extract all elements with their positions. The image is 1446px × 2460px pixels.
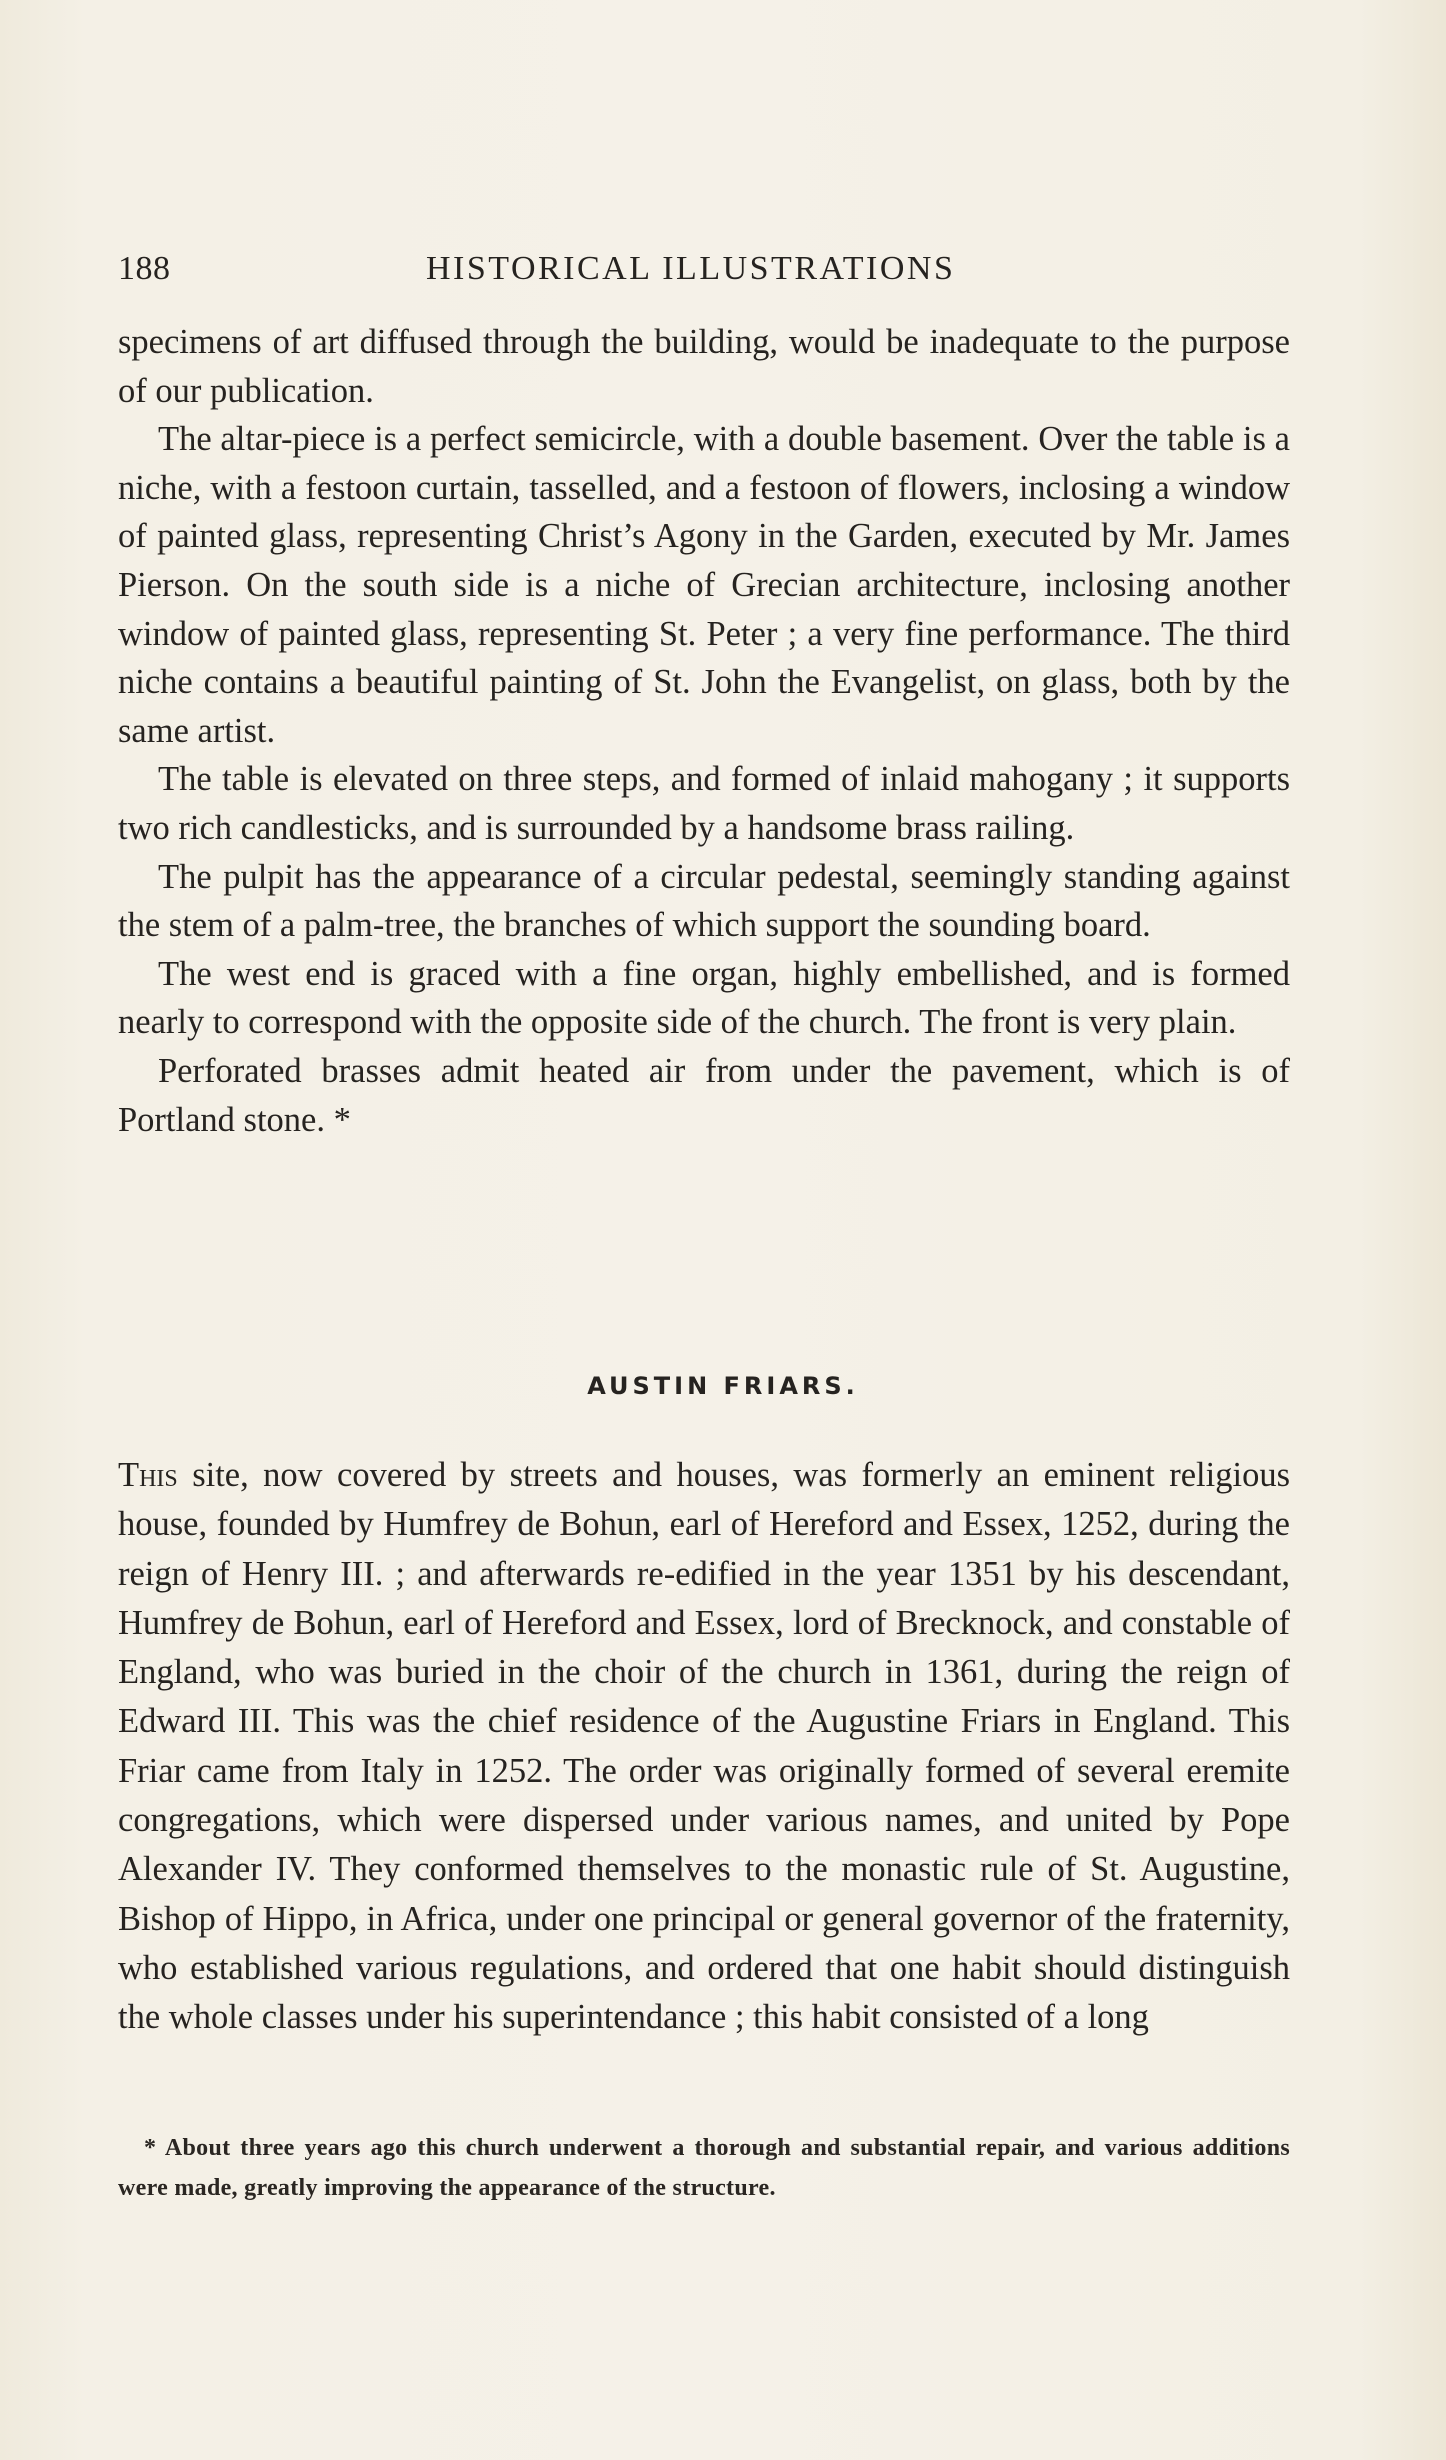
section-text: site, now covered by streets and houses, was formerly an eminent religious house, founded by Humfrey de Bohun, earl of Hereford and Essex, 1252, during the reign of Henry III. ; and afterwards re-edified in the year 1351 by his descendant, Humfrey de Bohun, earl of Hereford and Essex, lord of Brecknock, and constable of England, who was buried in the choir of the church in 1361, during the reign of Edward III. This was the chief residence of the Augustine Friars in England. This Friar came from Italy in 1252. The order was originally formed of several eremite congregations, which were dispersed under various names, and united by Pope Alexander IV. They conformed themselves to the monastic rule of St. Augustine, Bishop of Hippo, in Africa, under one principal or general governor of the fraternity, who established various regulations, and ordered that one habit should distinguish the whole classes under his superintendance ; this habit consisted of a long [118, 1456, 1290, 2037]
opening-word: This [118, 1456, 178, 1494]
footnote [118, 2128, 1290, 2208]
running-head: HISTORICAL ILLUSTRATIONS [426, 250, 956, 287]
section-title: AUSTIN FRIARS. [587, 1372, 859, 1400]
section-paragraph [118, 1451, 1290, 2043]
page-header [118, 250, 1290, 294]
paragraph: The pulpit has the appearance of a circular pedestal, seemingly standing against the stem of a palm-tree, the branches of which support the sounding board. [118, 857, 1290, 945]
main-text [118, 318, 1290, 1144]
paragraph: The west end is graced with a fine organ, highly embellished, and is formed nearly to correspond with the opposite side of the church. The front is very plain. [118, 954, 1290, 1042]
section-body [118, 1451, 1290, 2043]
paragraph: Perforated brasses admit heated air from under the pavement, which is of Portland stone. * [118, 1051, 1290, 1139]
page-number: 188 [118, 250, 171, 287]
paragraph: specimens of art diffused through the building, would be inadequate to the purpose of our publication. [118, 323, 1290, 410]
paragraph: The table is elevated on three steps, and formed of inlaid mahogany ; it supports two rich candlesticks, and is surrounded by a handsome brass railing. [118, 760, 1290, 847]
footnote-text: * About three years ago this church underwent a thorough and substantial repair, and various additions were made, greatly improving the appearance of the structure. [118, 2135, 1290, 2201]
paragraph: The altar-piece is a perfect semicircle, with a double basement. Over the table is a niche, with a festoon curtain, tasselled, and a festoon of flowers, inclosing a window of painted glass, representing Christ’s Agony in the Garden, executed by Mr. James Pierson. On the south side is a niche of Grecian architecture, inclosing another window of painted glass, representing St. Peter ; a very fine performance. The third niche contains a beautiful painting of St. John the Evangelist, on glass, both by the same artist. [118, 420, 1290, 750]
